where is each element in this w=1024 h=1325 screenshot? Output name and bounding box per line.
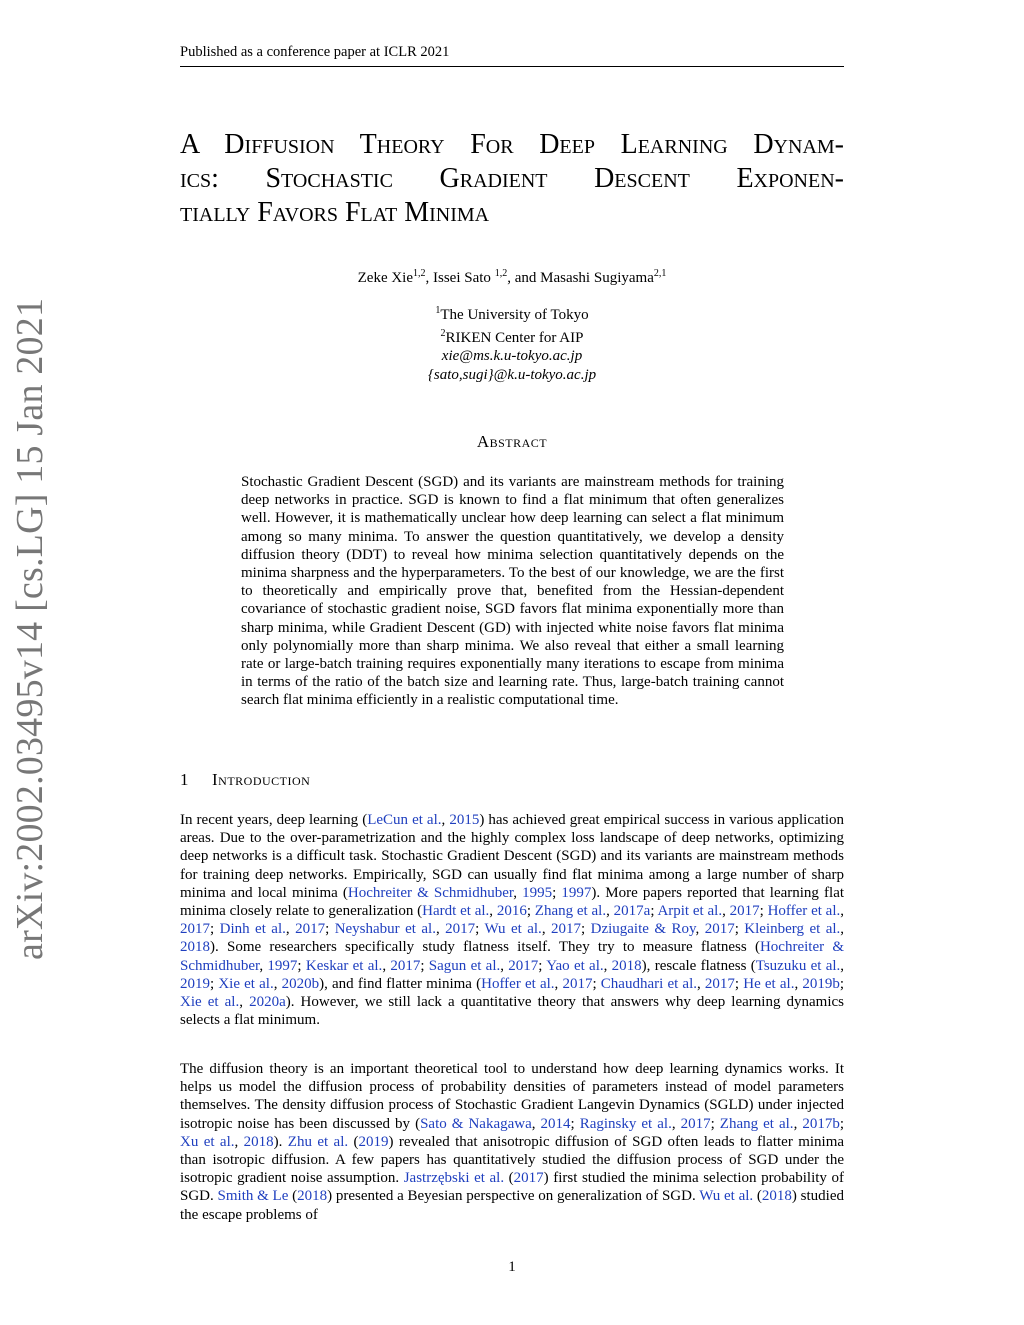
paragraph-text: , <box>840 921 845 938</box>
paragraph-text: , <box>531 1115 541 1132</box>
citation-link[interactable]: Xie et al. <box>180 994 240 1011</box>
paragraph-text: In recent years, deep learning ( <box>180 812 368 828</box>
citation-link[interactable]: Hoffer et al. <box>767 903 841 920</box>
citation-link[interactable]: 2017 <box>551 921 581 938</box>
paragraph-text: ; <box>759 903 768 920</box>
email-1: xie@ms.k.u-tokyo.ac.jp <box>441 348 583 364</box>
paragraph-text: ( <box>753 1188 762 1205</box>
paragraph-text: , <box>239 994 250 1011</box>
citation-link[interactable]: 2017a <box>613 903 651 920</box>
paragraph-text: , <box>273 975 282 992</box>
paragraph-text: ; <box>650 903 658 920</box>
paragraph-text: ; <box>734 975 744 992</box>
affiliations <box>180 302 844 384</box>
paragraph-text: ; <box>710 1115 720 1132</box>
citation-link[interactable]: 2020b <box>281 975 320 992</box>
paragraph-text: , <box>489 903 497 920</box>
intro-paragraph-1 <box>180 811 844 1029</box>
paragraph-text: ). More papers reported that learning flat minima closely relate to generalization ( <box>180 884 845 920</box>
citation-link[interactable]: Sato & Nakagawa <box>420 1115 532 1132</box>
citation-link[interactable]: Chaudhari et al. <box>600 975 697 992</box>
citation-link[interactable]: Dziugaite & Roy <box>590 921 696 938</box>
paragraph-text: ; <box>570 1115 580 1132</box>
paragraph-text: ), and find flatter minima ( <box>319 975 482 992</box>
citation-link[interactable]: Hardt et al. <box>422 903 490 920</box>
citation-link[interactable]: 2017 <box>562 975 593 992</box>
paragraph-text: ( <box>504 1170 514 1187</box>
paragraph-text: ; <box>210 921 220 938</box>
citation-link[interactable]: Arpit et al. <box>657 903 723 920</box>
paragraph-text: ) presented a Beyesian perspective on generalization of SGD. <box>327 1188 700 1205</box>
citation-link[interactable]: 2020a <box>249 994 286 1011</box>
paragraph-text: ). <box>273 1133 288 1150</box>
paragraph-text: , <box>441 812 450 828</box>
paragraph-text: ). However, we still lack a quantitative theory that answers why deep learning dynamics selects a flat minimum. <box>180 994 845 1029</box>
paragraph-text: , <box>793 1115 803 1132</box>
paragraph-text: , <box>671 1115 681 1132</box>
citation-link[interactable]: Tsuzuku et al. <box>755 957 841 974</box>
paragraph-text: ; <box>839 1115 845 1132</box>
citation-link[interactable]: 2017 <box>680 1115 711 1132</box>
paragraph-text: , <box>554 975 563 992</box>
citation-link[interactable]: 2017 <box>390 957 421 974</box>
author-list <box>180 268 844 287</box>
citation-link[interactable]: Jastrzębski et al. <box>403 1170 505 1187</box>
citation-link[interactable]: 2019 <box>358 1133 389 1150</box>
citation-link[interactable]: 2017 <box>295 921 326 938</box>
paper-title <box>180 128 844 230</box>
page-number: 1 <box>508 1259 516 1275</box>
paragraph-text: , <box>234 1133 244 1150</box>
paragraph-text: , <box>500 957 509 974</box>
paragraph-text: , <box>513 884 523 901</box>
citation-link[interactable]: Sagun et al. <box>428 957 501 974</box>
paragraph-text: ; <box>734 921 745 938</box>
section-title: Introduction <box>212 770 311 789</box>
paragraph-text: , <box>794 975 803 992</box>
citation-link[interactable]: 2018 <box>297 1188 328 1205</box>
paragraph-text: , <box>840 957 845 974</box>
paragraph-text: ) first studied the minima selection probability of SGD. <box>180 1170 844 1205</box>
citation-link[interactable]: He et al. <box>743 975 795 992</box>
paragraph-text: ; <box>297 957 306 974</box>
citation-link[interactable]: 2017 <box>180 921 210 938</box>
paragraph-text: ) has achieved great empirical success in various application areas. Due to the over-parametrization and the highly complex loss landscape of deep networks, optimizing deep networks is a difficult task. Stochastic Gradient Descent (SGD) and its variants are mainstream methods for training deep networks. Empirically, SGD can usually find flat minima among a large number of sharp minima and local minima ( <box>180 812 844 901</box>
citation-link[interactable]: Hochreiter & Schmidhuber <box>180 939 844 974</box>
citation-link[interactable]: Yao et al. <box>546 957 604 974</box>
paragraph-text: ; <box>475 921 485 938</box>
citation-link[interactable]: 2017 <box>445 921 476 938</box>
paragraph-text: , <box>603 957 612 974</box>
citation-link[interactable]: 2018 <box>243 1133 274 1150</box>
email-2: {sato,sugi}@k.u-tokyo.ac.jp <box>427 366 597 383</box>
paragraph-text: ; <box>581 921 591 938</box>
paragraph-text: ( <box>348 1133 359 1150</box>
paragraph-text: ; <box>526 903 535 920</box>
citation-link[interactable]: 2019 <box>180 975 210 992</box>
citation-link[interactable]: 2016 <box>496 903 527 920</box>
citation-link[interactable]: Dinh et al. <box>219 921 286 938</box>
paragraph-text: ) revealed that anisotropic diffusion of SGD often leads to flatter minima than isotropic diffusion. A few papers has quantitatively studied the diffusion process of SGD under the isotropic gradient noise assumption. <box>180 1133 845 1187</box>
citation-link[interactable]: Hochreiter & Schmidhuber <box>347 884 514 901</box>
paragraph-text: ; <box>592 975 601 992</box>
paragraph-text: , <box>695 921 705 938</box>
section-number: 1 <box>180 770 189 789</box>
author-affiliation-marker: 1,2 <box>494 268 508 279</box>
citation-link[interactable]: 2017 <box>704 921 735 938</box>
paragraph-text: , <box>435 921 446 938</box>
citation-link[interactable]: Xie et al. <box>218 975 274 992</box>
citation-link[interactable]: 1997 <box>561 884 592 901</box>
section-heading <box>180 770 844 790</box>
author-separator: , and <box>507 270 541 286</box>
citation-link[interactable]: Xu et al. <box>180 1133 235 1150</box>
paragraph-text: ). Some researchers specifically study flatness itself. They try to measure flatness ( <box>210 939 760 956</box>
paragraph-text: , <box>722 903 730 920</box>
author-affiliation-marker: 2,1 <box>653 268 667 279</box>
citation-link[interactable]: Neyshabur et al. <box>334 921 436 938</box>
citation-link[interactable]: 2018 <box>611 957 642 974</box>
citation-link[interactable]: 2018 <box>180 939 210 956</box>
paragraph-text: , <box>840 903 845 920</box>
paragraph-text: , <box>606 903 614 920</box>
paragraph-text: ), rescale flatness ( <box>641 957 756 974</box>
affiliation-name: The University of Tokyo <box>440 307 589 323</box>
paragraph-text: , <box>259 957 268 974</box>
citation-link[interactable]: 1997 <box>267 957 298 974</box>
citation-link[interactable]: 2017 <box>513 1170 544 1187</box>
author-name: Masashi Sugiyama <box>540 270 654 286</box>
paragraph-text: ) studied the escape problems of <box>180 1188 844 1223</box>
citation-link[interactable]: 2018 <box>761 1188 792 1205</box>
citation-link[interactable]: Wu et al. <box>699 1188 754 1205</box>
author-separator: , <box>425 270 434 286</box>
affiliation-2 <box>180 325 844 348</box>
author-name: Zeke Xie <box>357 270 414 286</box>
affiliation-1 <box>180 302 844 325</box>
paragraph-text: ; <box>538 957 547 974</box>
paragraph-text: ; <box>552 884 562 901</box>
citation-link[interactable]: Wu et al. <box>484 921 542 938</box>
paragraph-text: ( <box>288 1188 298 1205</box>
title-line-1: A Diffusion Theory For Deep Learning Dynam- <box>180 129 844 160</box>
paragraph-text: , <box>541 921 551 938</box>
author-affiliation-marker: 1,2 <box>413 268 426 279</box>
citation-link[interactable]: 2017b <box>802 1115 840 1132</box>
paragraph-text: ; <box>839 975 845 992</box>
citation-link[interactable]: 2017 <box>704 975 735 992</box>
paragraph-text: ; <box>420 957 429 974</box>
author-name: Issei Sato <box>433 270 495 286</box>
running-header: Published as a conference paper at ICLR 2021 <box>180 44 844 67</box>
title-line-3: tially Favors Flat Minima <box>180 197 490 228</box>
paragraph-text: , <box>382 957 391 974</box>
paragraph-text: , <box>697 975 705 992</box>
paragraph-text: The diffusion theory is an important theoretical tool to understand how deep learning dynamics works. It helps us model the diffusion process of probability densities of parameters instead of model parameters themselves. The density diffusion process of Stochastic Gradient Langevin Dynamics (SGLD) under injected isotropic noise has been discussed by ( <box>180 1061 844 1132</box>
intro-paragraph-2 <box>180 1060 844 1224</box>
affiliation-marker: 2 <box>440 327 446 339</box>
abstract-heading: Abstract <box>476 432 548 451</box>
citation-link[interactable]: Smith & Le <box>217 1188 289 1205</box>
citation-link[interactable]: Keskar et al. <box>305 957 383 974</box>
paragraph-text: ; <box>210 975 219 992</box>
citation-link[interactable]: 2019b <box>802 975 840 992</box>
citation-link[interactable]: 1995 <box>522 884 553 901</box>
citation-link[interactable]: Zhu et al. <box>287 1133 349 1150</box>
citation-link[interactable]: 2017 <box>729 903 760 920</box>
citation-link[interactable]: 2014 <box>540 1115 571 1132</box>
affiliation-marker: 1 <box>435 305 441 316</box>
citation-link[interactable]: Zhang et al. <box>534 903 607 920</box>
citation-link[interactable]: Kleinberg et al. <box>744 921 841 938</box>
citation-link[interactable]: LeCun et al. <box>367 812 442 828</box>
paragraph-text: ; <box>325 921 335 938</box>
affiliation-name: RIKEN Center for AIP <box>445 329 584 346</box>
arxiv-identifier: arXiv:2002.03495v14 [cs.LG] 15 Jan 2021 <box>9 297 51 960</box>
citation-link[interactable]: Zhang et al. <box>719 1115 794 1132</box>
citation-link[interactable]: Hoffer et al. <box>481 975 555 992</box>
citation-link[interactable]: 2015 <box>449 812 480 828</box>
paragraph-text: , <box>285 921 296 938</box>
citation-link[interactable]: Raginsky et al. <box>579 1115 672 1132</box>
citation-link[interactable]: 2017 <box>508 957 539 974</box>
title-line-2: ics: Stochastic Gradient Descent Exponen- <box>180 163 844 194</box>
abstract-body: Stochastic Gradient Descent (SGD) and its variants are mainstream methods for training deep networks in practice. SGD is known to find a flat minimum that often generalizes well. However, it is mathematically unclear how deep learning can select a flat minimum among so many minima. To answer the question quantitatively, we develop a density diffusion theory (DDT) to reveal how minima selection quantitatively depends on the minima sharpness and the hyperparameters. To the best of our knowledge, we are the first to theoretically and empirically prove that, benefited from the Hessian-dependent covariance of stochastic gradient noise, SGD favors flat minima exponentially more than sharp minima, while Gradient Descent (GD) with injected white noise favors flat minima only polynomially more than sharp minima. We also reveal that either a small learning rate or large-batch training requires exponentially many iterations to escape from minima in terms of the ratio of the batch size and learning rate. Thus, large-batch training cannot search flat minima efficiently in a realistic computational time. <box>241 474 784 709</box>
